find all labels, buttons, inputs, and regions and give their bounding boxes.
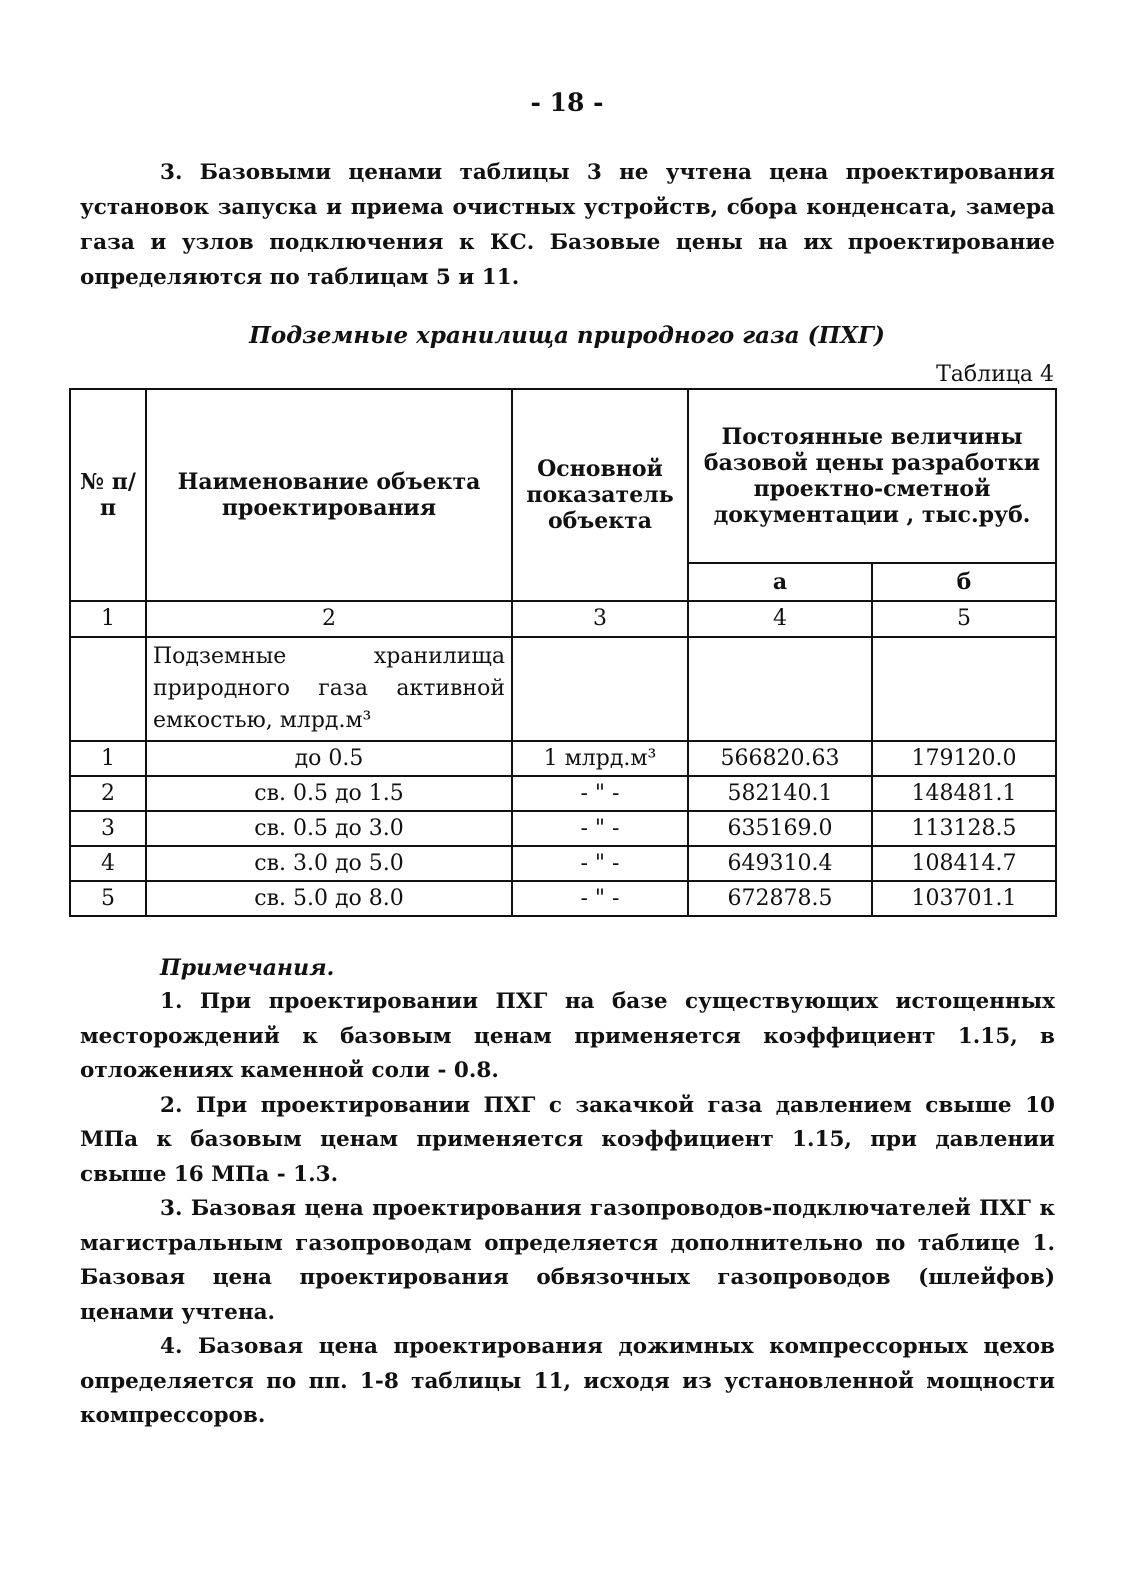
row-number: 5	[70, 881, 146, 916]
group-title-row	[70, 637, 1056, 741]
header-main-indicator: Основной показатель объекта	[512, 389, 688, 601]
row-object-name: до 0.5	[146, 741, 512, 776]
table-row	[70, 811, 1056, 846]
notes-section	[80, 985, 1055, 1434]
table-label: Таблица 4	[936, 362, 1054, 387]
row-indicator: - " -	[512, 776, 688, 811]
row-object-name: св. 0.5 до 3.0	[146, 811, 512, 846]
group-empty-cell	[872, 637, 1056, 741]
row-indicator: - " -	[512, 811, 688, 846]
row-object-name: св. 0.5 до 1.5	[146, 776, 512, 811]
note-item: 1. При проектировании ПХГ на базе существующих истощенных месторождений к базовым ценам применяется коэффициент 1.15, в отложениях каменной соли - 0.8.	[80, 989, 1055, 1083]
header-number: № п/п	[70, 389, 146, 601]
row-value-a: 566820.63	[688, 741, 872, 776]
row-value-b: 179120.0	[872, 741, 1056, 776]
row-number: 4	[70, 846, 146, 881]
row-indicator: - " -	[512, 881, 688, 916]
column-number: 5	[872, 601, 1056, 637]
group-title: Подземные хранилища природного газа активной емкостью, млрд.м³	[146, 637, 512, 741]
table-row	[70, 846, 1056, 881]
table-row	[70, 741, 1056, 776]
header-object-name: Наименование объекта проектирования	[146, 389, 512, 601]
notes-title: Примечания.	[160, 955, 335, 981]
row-value-a: 649310.4	[688, 846, 872, 881]
table-row	[70, 776, 1056, 811]
section-heading: Подземные хранилища природного газа (ПХГ)	[249, 322, 885, 349]
table-row	[70, 881, 1056, 916]
column-number: 1	[70, 601, 146, 637]
row-object-name: св. 3.0 до 5.0	[146, 846, 512, 881]
note-item: 2. При проектировании ПХГ с закачкой газа давлением свыше 10 МПа к базовым ценам применяется коэффициент 1.15, при давлении свыше 16 МПа - 1.3.	[80, 1092, 1055, 1187]
column-number: 4	[688, 601, 872, 637]
group-empty-cell	[688, 637, 872, 741]
row-value-a: 672878.5	[688, 881, 872, 916]
note-item: 3. Базовая цена проектирования газопроводов-подключателей ПХГ к магистральным газопроводам определяется дополнительно по таблице 1. Базовая цена проектирования обвязочных газопроводов (шлейфов) ценами учтена.	[80, 1196, 1055, 1325]
row-value-b: 103701.1	[872, 881, 1056, 916]
intro-text: 3. Базовыми ценами таблицы 3 не учтена цена проектирования установок запуска и приема очистных устройств, сбора конденсата, замера газа и узлов подключения к КС. Базовые цены на их проектирование определяются по таблицам 5 и 11.	[80, 160, 1055, 290]
row-value-b: 113128.5	[872, 811, 1056, 846]
price-table	[69, 388, 1057, 917]
row-indicator: - " -	[512, 846, 688, 881]
header-sub-b: б	[872, 563, 1056, 601]
row-indicator: 1 млрд.м³	[512, 741, 688, 776]
group-empty-cell	[70, 637, 146, 741]
column-numbers-row	[70, 601, 1056, 637]
column-number: 2	[146, 601, 512, 637]
row-number: 3	[70, 811, 146, 846]
note-item: 4. Базовая цена проектирования дожимных компрессорных цехов определяется по пп. 1-8 таблицы 11, исходя из установленной мощности компрессоров.	[80, 1334, 1055, 1428]
row-value-b: 148481.1	[872, 776, 1056, 811]
column-number: 3	[512, 601, 688, 637]
intro-paragraph	[80, 155, 1055, 295]
header-base-price: Постоянные величины базовой цены разработки проектно-сметной документации , тыс.руб.	[688, 389, 1056, 563]
row-value-a: 582140.1	[688, 776, 872, 811]
table-header-row	[70, 389, 1056, 563]
header-sub-a: а	[688, 563, 872, 601]
row-number: 2	[70, 776, 146, 811]
row-value-b: 108414.7	[872, 846, 1056, 881]
row-value-a: 635169.0	[688, 811, 872, 846]
page-number: - 18 -	[530, 88, 604, 117]
group-empty-cell	[512, 637, 688, 741]
row-object-name: св. 5.0 до 8.0	[146, 881, 512, 916]
row-number: 1	[70, 741, 146, 776]
